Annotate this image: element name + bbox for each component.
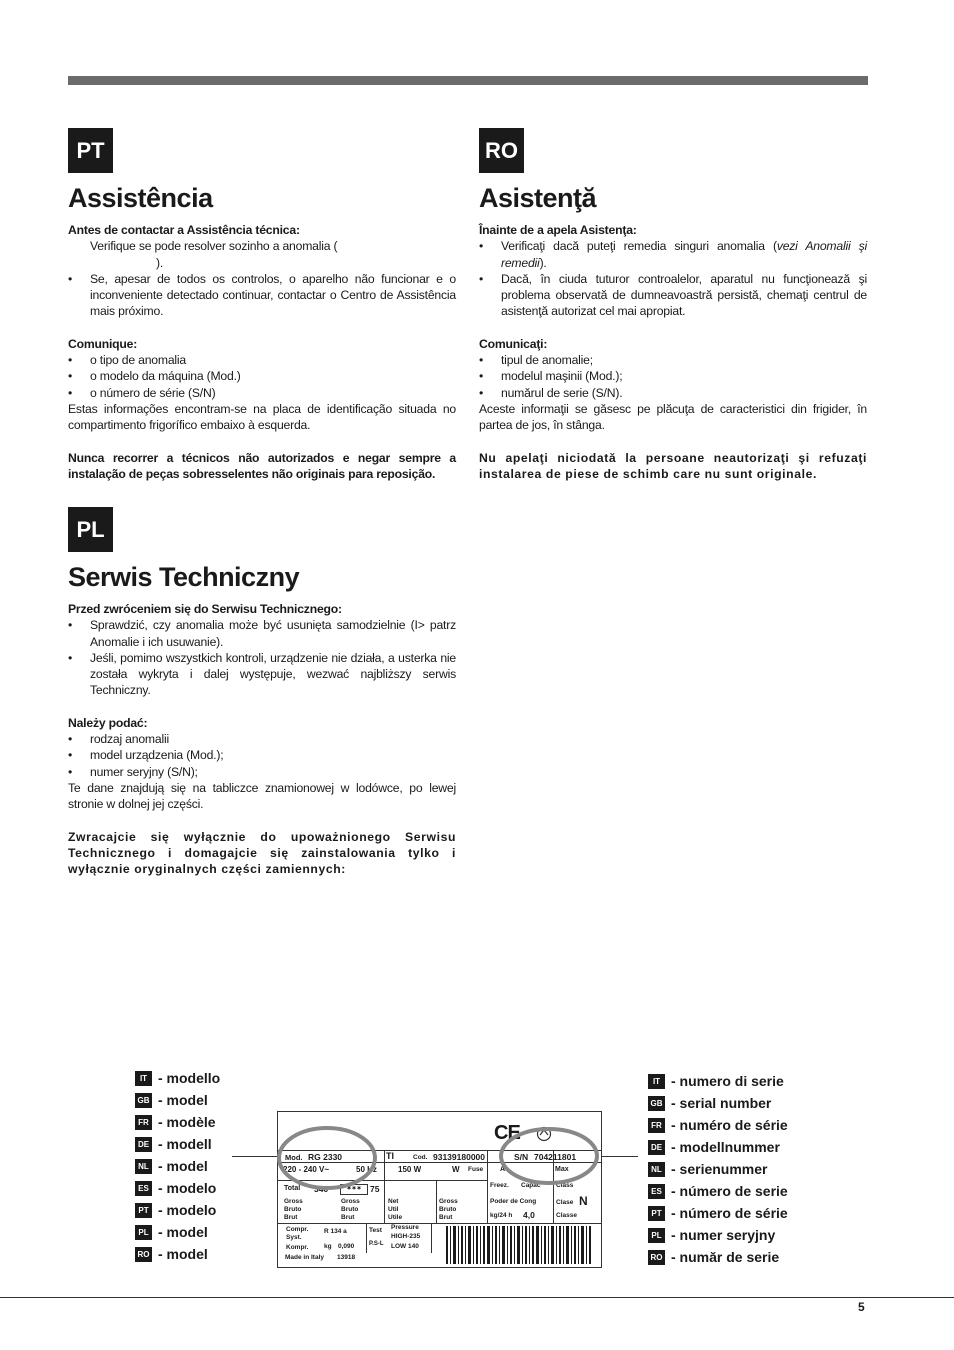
list-item: Verifique se pode resolver sozinho a anomalia ( (90, 239, 338, 254)
page-number: 5 (858, 1300, 865, 1314)
plate-kg-value: 0,090 (338, 1243, 355, 1250)
communicate-title: Należy podać: (68, 715, 148, 730)
list-item: • o modelo da máquina (Mod.) (68, 368, 456, 384)
section-ro (479, 183, 867, 482)
legend-row (648, 1158, 788, 1180)
legend-label: - modèle (158, 1114, 216, 1130)
plate-hz: 50 Hz (356, 1165, 377, 1174)
plate-voltage: 220 - 240 V~ (283, 1165, 330, 1174)
plate-cod-label: Cod. (413, 1154, 428, 1161)
warning-text: Zwracajcie się wyłącznie do upoważnionego Serwisu Technicznego i domagajcie się zainstalowania tylko i wyłącznie oryginalnych części zamiennych: (68, 829, 456, 877)
plate-high: HIGH-235 (391, 1233, 421, 1240)
language-badge-ro: RO (479, 128, 524, 173)
legend-row (135, 1177, 220, 1199)
highlight-ellipses (270, 1120, 610, 1200)
barcode-icon (446, 1226, 596, 1264)
legend-label: - model (158, 1224, 208, 1240)
check-list (68, 238, 456, 319)
plate-kg-label: kg (324, 1243, 332, 1250)
list-item: • o número de série (S/N) (68, 385, 456, 401)
plate-watt: 150 W (398, 1165, 422, 1174)
plate-pressure: Pressure (391, 1224, 419, 1231)
check-list (479, 238, 867, 319)
section-lead: Înainte de a apela Asistenţa: (479, 223, 637, 237)
plate-sn-value: 704211801 (534, 1152, 577, 1162)
communicate-note: Te dane znajdują się na tabliczce znamionowej w lodówce, po lewej stronie w dolnej jej części. (68, 780, 456, 812)
legend-label: - număr de serie (671, 1249, 780, 1265)
section-lead: Antes de contactar a Assistência técnica: (68, 223, 300, 237)
flag-icon: ES (135, 1181, 152, 1196)
legend-row (648, 1114, 788, 1136)
bullet-reference: vezi Anomalii şi remedii (501, 239, 867, 270)
legend-label: - model (158, 1246, 208, 1262)
legend-label: - serienummer (671, 1161, 768, 1177)
plate-test: Test (369, 1227, 382, 1234)
flag-icon: IT (135, 1071, 152, 1086)
plate-class-1: Class (556, 1182, 574, 1189)
plate-kompr: Kompr. (286, 1244, 309, 1251)
communicate-list (68, 352, 456, 401)
legend-label: - modelo (158, 1180, 217, 1196)
section-title: Asistenţă (479, 183, 597, 213)
legend-row (135, 1221, 220, 1243)
plate-gross-1: Gross Bruto Brut (284, 1198, 303, 1221)
plate-mod-label: Mod. (285, 1153, 303, 1162)
plate-max: Max (555, 1166, 569, 1173)
section-pl (68, 562, 456, 877)
plate-net: Net Util Utile (388, 1198, 403, 1221)
legend-row (135, 1243, 220, 1265)
flag-icon: FR (648, 1118, 665, 1133)
flag-icon: DE (648, 1140, 665, 1155)
list-item: • o tipo de anomalia (68, 352, 456, 368)
flag-icon: GB (648, 1096, 665, 1111)
plate-w2: W (452, 1165, 460, 1174)
plate-low: LOW 140 (391, 1243, 419, 1250)
communicate-note: Aceste informaţii se găsesc pe plăcuţa de caracteristici din frigider, în partea de jos, în stânga. (479, 401, 867, 433)
star-rating-icon: ✶✶✶ (340, 1184, 368, 1195)
language-badge-pt: PT (68, 128, 113, 173)
section-lead: Przed zwróceniem się do Serwisu Technicznego: (68, 602, 342, 616)
flag-icon: PL (135, 1225, 152, 1240)
plate-psl: P.S-L (369, 1241, 384, 1247)
flag-icon: GB (135, 1093, 152, 1108)
legend-row (648, 1180, 788, 1202)
language-badge-pl: PL (68, 507, 113, 552)
plate-kg24: kg/24 h (490, 1212, 513, 1219)
section-title: Serwis Techniczny (68, 562, 300, 592)
bullet-text: Verificaţi dacă puteţi remedia singuri anomalia ( (501, 239, 777, 254)
plate-mod-value: RG 2330 (308, 1152, 343, 1162)
legend-row (648, 1224, 788, 1246)
plate-compr: Compr. Syst. (286, 1226, 309, 1241)
list-item: • rodzaj anomalii (68, 731, 456, 747)
legend-row (135, 1155, 220, 1177)
legend-row (648, 1092, 788, 1114)
plate-kg24-value: 4,0 (523, 1210, 535, 1220)
flag-icon: PT (648, 1206, 665, 1221)
flag-icon: NL (648, 1162, 665, 1177)
legend-label: - numero di serie (671, 1073, 784, 1089)
plate-gross-2: Gross Bruto Brut (341, 1198, 360, 1221)
flag-icon: RO (135, 1247, 152, 1262)
flag-icon: NL (135, 1159, 152, 1174)
plate-gross-3: Gross Bruto Brut (439, 1198, 458, 1221)
model-legend (135, 1067, 220, 1265)
legend-row (648, 1202, 788, 1224)
communicate-list (68, 731, 456, 780)
legend-label: - modellnummer (671, 1139, 780, 1155)
plate-class-2: Clase (556, 1199, 574, 1206)
list-item: • modelul maşinii (Mod.); (479, 368, 867, 384)
legend-label: - número de série (671, 1205, 788, 1221)
plate-capac: Capac (521, 1182, 541, 1189)
list-item: • Se, apesar de todos os controlos, o aparelho não funcionar e o inconveniente detectado continuar, contactar o Centro de Assistência mais próximo. (68, 271, 456, 320)
list-item: • Sprawdzić, czy anomalia może być usunięta samodzielnie (I> patrz Anomalie i ich usuwanie). (68, 617, 456, 650)
serial-highlight-ellipse (501, 1129, 597, 1183)
list-item: • Dacă, în ciuda tuturor controalelor, aparatul nu funcţionează şi problema observată de dumneavoastră persistă, chemaţi centrul de asistenţă autorizat cel mai apropiat. (479, 271, 867, 320)
legend-row (135, 1067, 220, 1089)
bullet-end: ). (539, 255, 547, 270)
legend-label: - número de serie (671, 1183, 788, 1199)
legend-label: - numéro de série (671, 1117, 788, 1133)
flag-icon: PL (648, 1228, 665, 1243)
legend-label: - modello (158, 1070, 221, 1086)
legend-row (135, 1111, 220, 1133)
ce-mark-icon: CE (494, 1122, 520, 1144)
list-item: ). (156, 255, 164, 270)
list-item: • numer seryjny (S/N); (68, 764, 456, 780)
model-highlight-ellipse (279, 1128, 375, 1188)
list-item: • tipul de anomalie; (479, 352, 867, 368)
plate-total-value: 340 (314, 1184, 329, 1194)
legend-label: - modell (158, 1136, 212, 1152)
legend-row (648, 1136, 788, 1158)
flag-icon: ES (648, 1184, 665, 1199)
plate-total-label: Total (284, 1185, 301, 1192)
flag-icon: RO (648, 1250, 665, 1265)
legend-row (135, 1199, 220, 1221)
serial-legend (648, 1070, 788, 1268)
plate-ti: TI (386, 1151, 394, 1161)
list-item (479, 238, 867, 271)
section-pt (68, 183, 456, 482)
plate-fuse: Fuse (468, 1166, 484, 1173)
legend-row (135, 1089, 220, 1111)
plate-poder: Poder de Cong (490, 1198, 537, 1205)
legend-row (648, 1246, 788, 1268)
plate-freez: Freez. (490, 1182, 509, 1189)
legend-label: - model (158, 1092, 208, 1108)
legend-label: - serial number (671, 1095, 772, 1111)
communicate-note: Estas informações encontram-se na placa de identificação situada no compartimento frigorífico embaixo à esquerda. (68, 401, 456, 433)
plate-made-code: 13918 (337, 1254, 356, 1261)
legend-label: - numer seryjny (671, 1227, 776, 1243)
flag-icon: DE (135, 1137, 152, 1152)
plate-made-in: Made in Italy (285, 1254, 325, 1261)
list-item: • model urządzenia (Mod.); (68, 747, 456, 763)
legend-row (648, 1070, 788, 1092)
legend-row (135, 1133, 220, 1155)
plate-star-value: 75 (370, 1184, 380, 1194)
legend-label: - model (158, 1158, 208, 1174)
list-item: • numărul de serie (S/N). (479, 385, 867, 401)
plate-class-value: N (579, 1194, 588, 1208)
check-list (68, 617, 456, 698)
list-item: • Jeśli, pomimo wszystkich kontroli, urządzenie nie działa, a usterka nie została wykryta i dalej występuje, wezwać najbliższy serwis Techniczny. (68, 650, 456, 699)
plate-sn-label: S/N (514, 1152, 529, 1162)
plate-refrigerant: R 134 a (324, 1228, 347, 1235)
plate-cod-value: 93139180000 (433, 1152, 486, 1162)
bottom-rule (0, 1297, 954, 1298)
section-title: Assistência (68, 183, 213, 213)
communicate-list (479, 352, 867, 401)
communicate-title: Comunicaţi: (479, 336, 548, 351)
top-rule (68, 76, 868, 85)
communicate-title: Comunique: (68, 336, 138, 351)
plate-class-3: Classe (556, 1212, 577, 1219)
plate-amp: A (500, 1166, 506, 1173)
legend-label: - modelo (158, 1202, 217, 1218)
warning-text: Nu apelaţi niciodată la persoane neautorizaţi şi refuzaţi instalarea de piese de schimb care nu sunt originale. (479, 450, 867, 481)
flag-icon: IT (648, 1074, 665, 1089)
flag-icon: FR (135, 1115, 152, 1130)
flag-icon: PT (135, 1203, 152, 1218)
warning-text: Nunca recorrer a técnicos não autorizados e negar sempre a instalação de peças sobresselentes não originais para reposição. (68, 450, 456, 481)
